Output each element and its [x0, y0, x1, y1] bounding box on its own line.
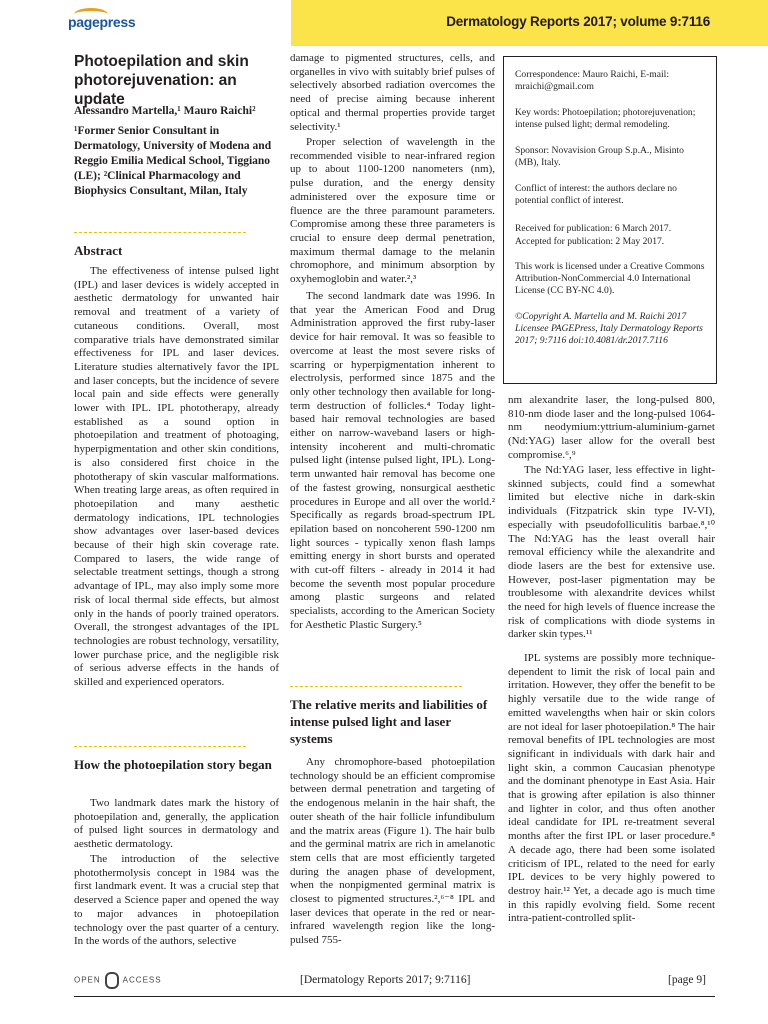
received-date: Received for publication: 6 March 2017.: [515, 223, 672, 234]
paragraph: IPL systems are possibly more technique-dependent to limit the risk of local pain and irritation. However, they offer the benefit to be highly versatile due to the wide range of emitted wavelengths when hair or skin colors are not ideal for laser photoepilation.⁸ The hair removal benefits of IPL technologies are most significant in individuals with dark hair and light skin, a common Caucasian phenotype and the dominant phenotype in East Asia. Hair that is growing after epilation is also thinner and lighter in color, and thus often another ideal candidate for IPL re-treatment several months after the first IPL or laser procedure.⁸ A decade ago, there had been some isolated criticism of IPL, related to the need for early IPL devices to be very highly powered to destroy hair.¹² Yet, a decade ago is much time in this rapidly evolving field. Some recent intra-patient-controlled split-: [508, 652, 715, 925]
divider: [290, 686, 462, 687]
affiliations: ¹Former Senior Consultant in Dermatology, University of Modena and Reggio Emilia Medical School, Tiggiano (LE); ²Clinical Pharmacology and Biophysics Consultant, Milan, Italy: [74, 125, 272, 197]
section-heading-merits: The relative merits and liabilities of intense pulsed light and laser systems: [290, 697, 488, 746]
article-info-box: [503, 56, 717, 384]
paragraph: damage to pigmented structures, cells, and organelles in vivo with suitably brief pulses of selectively absorbed radiation overcomes the need of precise aiming because inherent optical and thermal properties provide target selectivity.¹: [290, 52, 495, 133]
logo-arc-icon: [74, 8, 108, 21]
paragraph: nm alexandrite laser, the long-pulsed 800, 810-nm diode laser and the long-pulsed 1064-nm neodymium:yttrium-aluminium-garnet (Nd:YAG) laser allow for the overall best compromise.⁶,⁹: [508, 394, 715, 461]
paragraph: The introduction of the selective photothermolysis concept in 1984 was the first landmark event. It was a crucial step that deserved a Science paper and opened the way to major advances in photoepilation technology over the past quarter of a century. In the words of the authors, selective: [74, 853, 279, 948]
paragraph: The second landmark date was 1996. In that year the American Food and Drug Administration approved the first ruby-laser device for hair removal. It was so feasible to overcome at least the most severe risks of scarring or hyperpigmentation inherent to electrolysis, performed since 1875 and the only other technology then available for long-term destruction of follicles.⁴ Today light-based hair removal technologies are based either on narrow-waveband lasers or high-intensity incoherent and multi-chromatic pulsed light (intense pulsed light, IPL). Long-term unwanted hair removal has become one of the fastest growing, nonsurgical aesthetic procedures in Europe and all over the world.² Specifically as regards broad-spectrum IPL epilation based on noncoherent 590-1200 nm light sources - typically xenon flash lamps emitting energy in short bursts and operated with cut-off filters - already in 2014 it had become the seventh most popular procedure among plastic surgeons and related specialists, according to the American Society for Aesthetic Plastic Surgery.⁵: [290, 290, 495, 631]
paragraph: The Nd:YAG laser, less effective in light-skinned subjects, could find a somewhat limited but elective niche in dark-skin individuals (Fitzpatrick skin type IV-VI), especially with pseudofolliculitis barbae.⁸,¹⁰ The Nd:YAG has the least overall hair removal efficiency while the alexandrite and diode lasers are the best for extensive use. However, post-laser pigmentation may be troublesome with alexandrite devices whilst the need for high levels of fluence increase the risk of complications with diode systems in darker skin types.¹¹: [508, 464, 715, 641]
paragraph: Proper selection of wavelength in the recommended visible to near-infrared region up to about 1100-1200 nanometers (nm), pulse duration, and the energy density administered over the exposure time or fluence are the three paramount parameters. Compromise among these three parameters is crucial to ensure deep dermal penetration, maximum thermal damage to the melanin chromophore, and minimum absorption by oxyhemoglobin and water.²,³: [290, 136, 495, 286]
sponsor: Sponsor: Novavision Group S.p.A., Misinto (MB), Italy.: [515, 145, 684, 169]
journal-header-bar: [291, 0, 768, 46]
paragraph: Any chromophore-based photoepilation technology should be an efficient compromise between dermal penetration and targeting of the endogenous melanin in the hair shaft, the outer sheath of the hair follicle infundibulum and the matrix areas (Figure 1). The hair bulb and the germinal matrix are rich in amelanotic stem cells that are most efficiently targeted during the anagen phase of development, when the nonpigmented germinal matrix is closest to pigmented structures.²,⁶⁻⁸ IPL and laser devices that operate in the red or near-infrared wavelength region like the long-pulsed 755-: [290, 756, 495, 947]
abstract-heading: Abstract: [74, 243, 123, 258]
paragraph: Two landmark dates mark the history of photoepilation and, generally, the application of pulsed light sources in dermatology and aesthetic dermatology.: [74, 797, 279, 851]
divider: [74, 746, 246, 747]
license: This work is licensed under a Creative Commons Attribution-NonCommercial 4.0 International License (CC BY-NC 4.0).: [515, 261, 705, 297]
open-access-lock-icon: [105, 972, 119, 989]
copyright: ©Copyright A. Martella and M. Raichi 2017 Licensee PAGEPress, Italy Dermatology Reports 2017; 9:7116 doi:10.4081/dr.2017.7116: [515, 311, 703, 347]
footer-rule: [74, 996, 715, 997]
footer-citation: [Dermatology Reports 2017; 9:7116]: [300, 974, 471, 986]
publisher-logo: pagepress: [68, 14, 135, 30]
correspondence: Correspondence: Mauro Raichi, E-mail: mraichi@gmail.com: [515, 69, 669, 93]
keywords: Key words: Photoepilation; photorejuvenation; intense pulsed light; dermal remodeling.: [515, 107, 696, 131]
article-title: Photoepilation and skin photorejuvenation: an update: [74, 53, 249, 108]
open-access-logo: OPEN ACCESS: [74, 972, 162, 989]
authors: Alessandro Martella,¹ Mauro Raichi²: [74, 105, 256, 117]
page-number: [page 9]: [668, 974, 706, 986]
journal-line: Dermatology Reports 2017; volume 9:7116: [446, 14, 710, 29]
abstract-text: The effectiveness of intense pulsed light (IPL) and laser devices is widely accepted in aesthetic dermatology for unwanted hair removal and treatment of a variety of cutaneous conditions. Overall, most comparative trials have demonstrated similar effectiveness for IPL and laser devices. Literature studies alternatively favor the IPL and laser concepts, but the incidence of severe local pain and side effects were generally lower with IPL. IPL phototherapy, already established as a sound option in photoepilation and treatment of photoaging, hyperpigmentation and other skin conditions, is also considered first choice in the phototherapy of skin vascular malformations. When treating large areas, as often required in photoepilation and many aesthetic dermatology indications, IPL technologies show advantages over laser-based devices because of their high skin coverage rate. Compared to lasers, the wide range of selectable treatment settings, though a strong advantage of IPL, may also imply some more risk of local thermal side effects, but almost only in the hands of poorly trained operators. Overall, the strongest advantages of the IPL technologies are robust technology, versatility, lower purchase price, and the negligible risk of serious adverse effects in the hands of skilled and experienced operators.: [74, 265, 279, 689]
divider: [74, 232, 246, 233]
accepted-date: Accepted for publication: 2 May 2017.: [515, 236, 665, 247]
section-heading-history: How the photoepilation story began: [74, 757, 272, 772]
conflict-of-interest: Conflict of interest: the authors declare no potential conflict of interest.: [515, 183, 677, 207]
